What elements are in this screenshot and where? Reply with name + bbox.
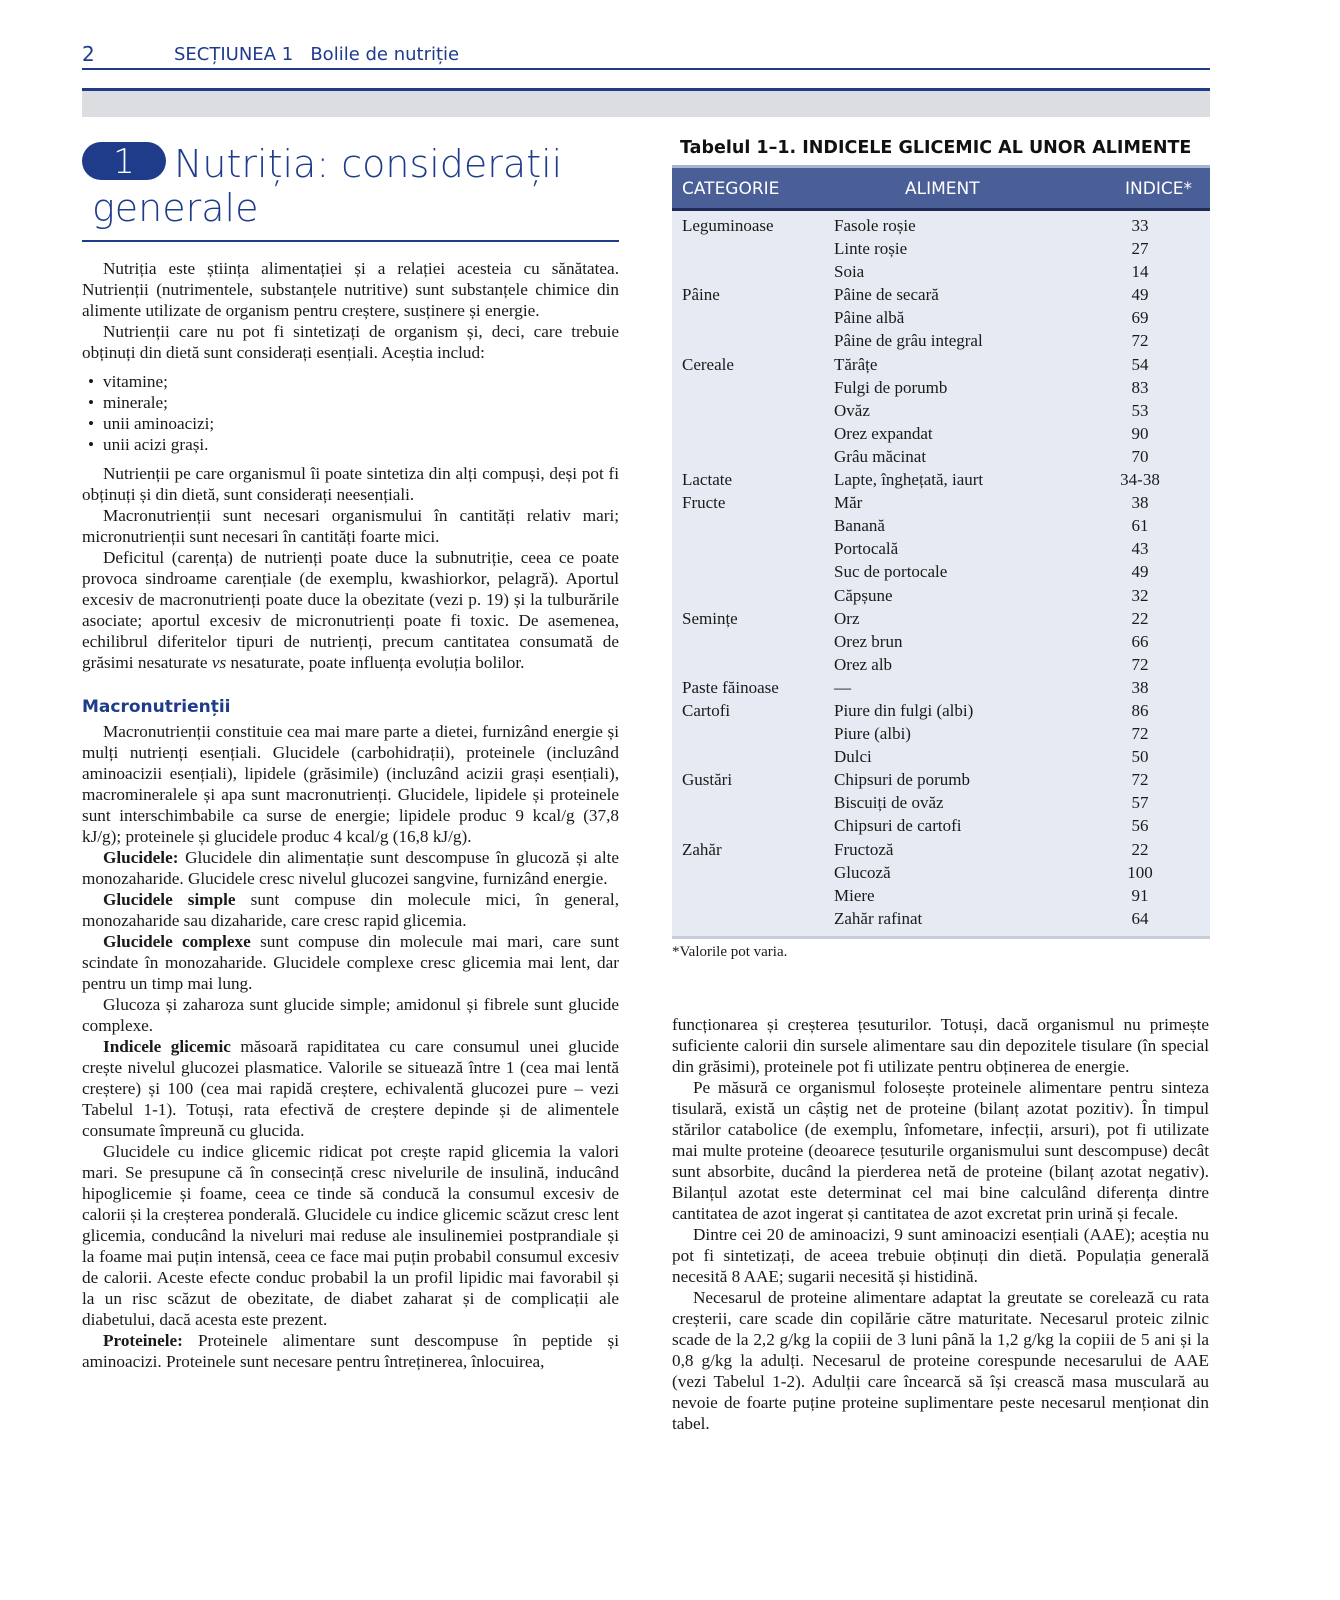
table-row bbox=[672, 283, 1210, 306]
table-row bbox=[672, 353, 1210, 376]
food-cell: Portocală bbox=[834, 539, 899, 559]
index-cell: 69 bbox=[1131, 308, 1149, 328]
chapter-title-line2: generale bbox=[92, 186, 259, 230]
paragraph bbox=[82, 547, 619, 673]
paragraph: Nutrienții pe care organismul îi poate sintetiza din alți compuși, deși pot fi obținuți și din dietă, sunt considerați neesențiali. bbox=[82, 464, 619, 504]
paragraph: Nutrienții care nu pot fi sintetizați de organism și, deci, care trebuie obținuți din dietă sunt considerați esențiali. Aceștia includ: bbox=[82, 322, 619, 362]
paragraph bbox=[82, 1036, 619, 1141]
table-row bbox=[672, 791, 1210, 814]
chapter-title bbox=[82, 142, 619, 242]
table-row bbox=[672, 676, 1210, 699]
index-cell: 72 bbox=[1131, 724, 1149, 744]
index-cell: 83 bbox=[1131, 377, 1149, 397]
food-cell: Suc de portocale bbox=[834, 562, 948, 582]
header-band bbox=[82, 88, 1210, 117]
index-cell: 64 bbox=[1131, 908, 1149, 928]
paragraph bbox=[82, 847, 619, 889]
text: nesaturate, poate influența evoluția bolilor. bbox=[226, 653, 525, 672]
table-row bbox=[672, 699, 1210, 722]
food-cell: Orez brun bbox=[834, 631, 903, 651]
food-cell: Piure (albi) bbox=[834, 724, 911, 744]
index-cell: 56 bbox=[1131, 816, 1149, 836]
table-row bbox=[672, 214, 1210, 237]
food-cell: — bbox=[834, 677, 851, 697]
food-cell: Fructoză bbox=[834, 839, 894, 859]
text: Glucoza și zaharoza sunt glucide simple; amidonul și fibrele sunt glucide complexe. bbox=[82, 995, 619, 1035]
index-cell: 53 bbox=[1131, 400, 1149, 420]
food-cell: Măr bbox=[834, 493, 863, 513]
food-cell: Orez expandat bbox=[834, 423, 933, 443]
table-row bbox=[672, 584, 1210, 607]
table-row bbox=[672, 768, 1210, 791]
essential-nutrients-list bbox=[82, 371, 619, 455]
paragraph bbox=[82, 1330, 619, 1372]
table-row bbox=[672, 838, 1210, 861]
table-footnote: *Valorile pot varia. bbox=[672, 944, 788, 960]
table-row bbox=[672, 306, 1210, 329]
paragraph: Macronutrienții sunt necesari organismului în cantități relativ mari; micronutrienții sunt necesari în cantități foarte mici. bbox=[82, 506, 619, 546]
table-row bbox=[672, 422, 1210, 445]
food-cell: Fulgi de porumb bbox=[834, 377, 948, 397]
food-cell: Fasole roșie bbox=[834, 216, 916, 235]
paragraph: Pe măsură ce organismul folosește proteinele alimentare pentru sinteza tisulară, există un câștig net de proteine (bilanț azotat pozitiv). În timpul stărilor catabolice (de exemplu, înfometare, infecții, arsuri), pot fi utilizate mai multe proteine (deoarece țesuturile organismului sunt descompuse) decât sunt absorbite, ducând la pierderea netă de proteine (bilanț azotat negativ). Bilanțul azotat este determinat cel mai bine calculând diferența dintre cantitatea de azot ingerat și cantitatea de azot excretat prin urină și fecale. bbox=[672, 1078, 1209, 1223]
table-row bbox=[672, 630, 1210, 653]
list-item: • unii aminoacizi; bbox=[82, 413, 619, 434]
section-heading: Macronutrienții bbox=[82, 697, 231, 717]
column-header: INDICE* bbox=[1125, 179, 1192, 199]
text: Proteinele alimentare sunt descompuse în peptide și aminoacizi. Proteinele sunt necesare pentru întreținerea, înlocuirea, bbox=[82, 1331, 619, 1371]
index-cell: 100 bbox=[1127, 862, 1153, 882]
paragraph bbox=[82, 1141, 619, 1330]
table-row bbox=[672, 260, 1210, 283]
list-item: • vitamine; bbox=[82, 371, 619, 392]
index-cell: 66 bbox=[1131, 631, 1149, 651]
food-cell: Ovăz bbox=[834, 400, 870, 420]
index-cell: 49 bbox=[1131, 562, 1149, 582]
page-number: 2 bbox=[82, 42, 95, 66]
text: Glucidele din alimentație sunt descompuse în glucoză și alte monozaharide. Glucidele cresc nivelul glucozei sangvine, furnizând energie. bbox=[82, 848, 619, 888]
food-cell: Soia bbox=[834, 262, 865, 282]
index-cell: 43 bbox=[1131, 539, 1149, 559]
category-cell: Pâine bbox=[682, 285, 720, 305]
paragraph: funcționarea și creșterea țesuturilor. Totuși, dacă organismul nu primește suficiente calorii din sursele alimentare sau din depozitele tisulare (în special din grăsimi), proteinele pot fi utilizate pentru obținerea de energie. bbox=[672, 1015, 1209, 1076]
table-row bbox=[672, 861, 1210, 884]
table-row bbox=[672, 653, 1210, 676]
food-cell: Căpșune bbox=[834, 585, 893, 605]
food-cell: Orez alb bbox=[834, 654, 893, 674]
index-cell: 38 bbox=[1131, 677, 1149, 697]
category-cell: Leguminoase bbox=[682, 216, 774, 235]
food-cell: Banană bbox=[834, 516, 885, 536]
food-cell: Orz bbox=[834, 608, 860, 628]
left-column bbox=[82, 258, 619, 1372]
index-cell: 54 bbox=[1131, 354, 1149, 374]
index-cell: 72 bbox=[1131, 331, 1149, 351]
table-row bbox=[672, 491, 1210, 514]
food-cell: Chipsuri de cartofi bbox=[834, 816, 962, 836]
table-row bbox=[672, 814, 1210, 837]
food-cell: Lapte, înghețată, iaurt bbox=[834, 470, 984, 490]
text: măsoară rapiditatea cu care consumul unei glucide crește nivelul glucozei plasmatice. Valorile se situează între 1 (cea mai lentă creștere) și 100 (cea mai rapidă creștere, echivalentă glucozei pure – vezi Tabelul 1-1). Totuși, rata efectivă de creștere depinde și de alimentele consumate împreună cu glucida. bbox=[82, 1037, 619, 1140]
table-row bbox=[672, 560, 1210, 583]
table-row bbox=[672, 907, 1210, 930]
index-cell: 49 bbox=[1131, 285, 1149, 305]
table-row bbox=[672, 376, 1210, 399]
food-cell: Tărâțe bbox=[834, 354, 878, 374]
index-cell: 27 bbox=[1131, 239, 1149, 259]
index-cell: 22 bbox=[1131, 608, 1149, 628]
glycemic-index-table bbox=[672, 165, 1210, 939]
table-row bbox=[672, 884, 1210, 907]
index-cell: 70 bbox=[1131, 446, 1149, 466]
index-cell: 33 bbox=[1131, 216, 1149, 235]
text: Glucidele cu indice glicemic ridicat pot crește rapid glicemia la valori mari. Se presupune că în consecință cresc nivelurile de insulină, inducând hipoglicemie și foame, ceea ce tinde să conducă la consumul excesiv de calorii și la creșterea ponderală. Glucidele cu indice glicemic scăzut cresc lent glicemia, conducând la niveluri mai reduse ale insulinemiei postprandiale și la foame mai puțin intensă, ceea ce face mai puțin probabil consumul excesiv de calorii. Aceste efecte conduc probabil la un profil lipidic mai favorabil și la un risc scăzut de obezitate, de diabet zaharat și de complicații ale diabetului, dacă acesta este prezent. bbox=[82, 1142, 619, 1329]
paragraph bbox=[82, 994, 619, 1036]
text: Deficitul (carența) de nutrienți poate duce la subnutriție, ceea ce poate provoca sindroame carențiale (de exemplu, kwashiorkor, pelagră). Aportul excesiv de macronutrienți poate duce la obezitate (vezi p. 19) și la tulburările asociate; aportul excesiv de micronutrienți poate fi toxic. De asemenea, echilibrul diferitelor tipuri de nutrienți, precum cantitatea consumată de grăsimi nesaturate bbox=[82, 548, 619, 672]
section-title: SECȚIUNEA 1 Bolile de nutriție bbox=[174, 44, 460, 65]
text-italic: vs bbox=[211, 653, 227, 672]
column-header: CATEGORIE bbox=[682, 179, 780, 199]
paragraph: Necesarul de proteine alimentare adaptat la greutate se corelează cu rata creșterii, care scade din copilărie către maturitate. Necesarul proteic zilnic scade de la 2,2 g/kg la copiii de 3 luni până la 1,2 g/kg la copiii de 5 ani și la 0,8 g/kg la adulți. Necesarul de proteine corespunde necesarului de AAE (vezi Tabelul 1-2). Adulții care încearcă să își crească masa musculară au nevoie de foarte puține proteine suplimentare peste necesarul menționat din tabel. bbox=[672, 1288, 1209, 1433]
index-cell: 57 bbox=[1131, 793, 1149, 813]
table-row bbox=[672, 514, 1210, 537]
food-cell: Biscuiți de ovăz bbox=[834, 793, 944, 813]
table-row bbox=[672, 329, 1210, 352]
food-cell: Pâine albă bbox=[834, 308, 905, 328]
index-cell: 22 bbox=[1131, 839, 1149, 859]
index-cell: 38 bbox=[1131, 493, 1149, 513]
food-cell: Pâine de grâu integral bbox=[834, 331, 983, 351]
running-header bbox=[82, 40, 1210, 70]
list-item: • unii acizi grași. bbox=[82, 434, 619, 455]
index-cell: 90 bbox=[1131, 423, 1149, 443]
table-row bbox=[672, 399, 1210, 422]
index-cell: 91 bbox=[1131, 885, 1149, 905]
index-cell: 32 bbox=[1131, 585, 1149, 605]
category-cell: Lactate bbox=[682, 470, 733, 490]
run-in-heading: Glucidele complexe bbox=[103, 932, 251, 951]
category-cell: Cereale bbox=[682, 354, 734, 374]
run-in-heading: Proteinele: bbox=[103, 1331, 183, 1350]
paragraph: Dintre cei 20 de aminoacizi, 9 sunt aminoacizi esențiali (AAE); aceștia nu pot fi sintetizați, de aceea trebuie obținuți din dietă. Populația generală necesită 8 AAE; sugarii necesită și histidină. bbox=[672, 1225, 1209, 1286]
index-cell: 86 bbox=[1131, 700, 1149, 720]
category-cell: Paste făinoase bbox=[682, 677, 779, 697]
index-cell: 72 bbox=[1131, 654, 1149, 674]
table-caption: Tabelul 1–1. INDICELE GLICEMIC AL UNOR ALIMENTE bbox=[680, 138, 1192, 158]
right-column bbox=[672, 1014, 1209, 1434]
paragraph: Macronutrienții constituie cea mai mare parte a dietei, furnizând energie și mulți nutrienți esențiali. Glucidele (carbohidrații), proteinele (incluzând aminoacizii esențiali), lipidele (grăsimile) (incluzând acizii grași esențiali), macromineralele și apa sunt macronutrienți. Glucidele, lipidele și proteinele sunt interschimbabile ca surse de energie; lipidele produc 9 kcal/g (37,8 kJ/g); proteinele și glucidele produc 4 kcal/g (16,8 kJ/g). bbox=[82, 722, 619, 846]
index-cell: 61 bbox=[1131, 516, 1149, 536]
table-header bbox=[672, 165, 1210, 211]
food-cell: Grâu măcinat bbox=[834, 446, 927, 466]
table-row bbox=[672, 237, 1210, 260]
table-row bbox=[672, 745, 1210, 768]
text: sunt compuse din molecule mici, în general, monozaharide sau dizaharide, care cresc rapid glicemia. bbox=[82, 890, 619, 930]
text: sunt compuse din molecule mai mari, care sunt scindate în monozaharide. Glucidele complexe cresc glicemia mai lent, dar pentru un timp mai lung. bbox=[82, 932, 619, 993]
food-cell: Pâine de secară bbox=[834, 285, 939, 305]
food-cell: Zahăr rafinat bbox=[834, 908, 923, 928]
index-cell: 72 bbox=[1131, 770, 1149, 790]
table-row bbox=[672, 468, 1210, 491]
food-cell: Miere bbox=[834, 885, 875, 905]
table-row bbox=[672, 607, 1210, 630]
table-row bbox=[672, 537, 1210, 560]
paragraph bbox=[82, 889, 619, 931]
category-cell: Fructe bbox=[682, 493, 726, 513]
index-cell: 34-38 bbox=[1120, 470, 1160, 490]
category-cell: Cartofi bbox=[682, 700, 731, 720]
category-cell: Semințe bbox=[682, 608, 738, 628]
paragraph bbox=[82, 931, 619, 994]
index-cell: 50 bbox=[1131, 747, 1149, 767]
run-in-heading: Glucidele simple bbox=[103, 890, 236, 909]
index-cell: 14 bbox=[1131, 262, 1149, 282]
category-cell: Zahăr bbox=[682, 839, 722, 859]
table-row bbox=[672, 722, 1210, 745]
chapter-title-line1: Nutriția: considerații bbox=[174, 142, 563, 186]
run-in-heading: Indicele glicemic bbox=[103, 1037, 231, 1056]
run-in-heading: Glucidele: bbox=[103, 848, 179, 867]
paragraph: Nutriția este știința alimentației și a relației acesteia cu sănătatea. Nutrienții (nutrimentele, substanțele nutritive) sunt substanțele chimice din alimente utilizate de organism pentru creștere, susținere și energie. bbox=[82, 259, 619, 320]
category-cell: Gustări bbox=[682, 770, 733, 790]
food-cell: Dulci bbox=[834, 747, 872, 767]
food-cell: Piure din fulgi (albi) bbox=[834, 700, 974, 720]
chapter-number-badge: 1 bbox=[82, 142, 166, 180]
column-header: ALIMENT bbox=[905, 179, 980, 199]
food-cell: Glucoză bbox=[834, 862, 891, 882]
food-cell: Linte roșie bbox=[834, 239, 908, 259]
food-cell: Chipsuri de porumb bbox=[834, 770, 970, 790]
list-item: • minerale; bbox=[82, 392, 619, 413]
table-row bbox=[672, 445, 1210, 468]
